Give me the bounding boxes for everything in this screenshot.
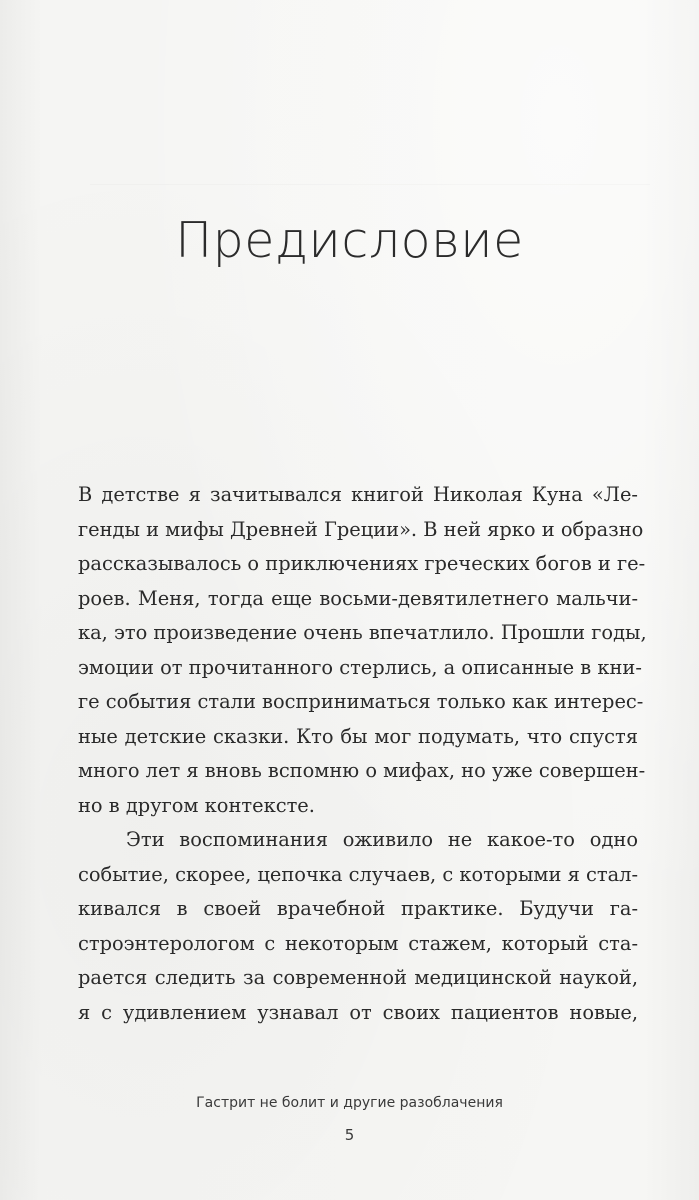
text-line: рается следить за современной медицинской наукой, bbox=[78, 966, 638, 989]
text-line: ге события стали восприниматься только как интерес- bbox=[78, 690, 644, 713]
chapter-heading: Предисловие bbox=[175, 212, 524, 269]
text-line: событие, скорее, цепочка случаев, с которыми я стал- bbox=[78, 862, 638, 886]
text-line: ка, это произведение очень впечатлило. Прошли годы, bbox=[78, 621, 647, 644]
text-line: роев. Меня, тогда еще восьми-девятилетнего мальчи- bbox=[78, 586, 638, 610]
text-line: но в другом контексте. bbox=[78, 793, 315, 817]
text-line: рассказывалось о приключениях греческих богов и ге- bbox=[78, 552, 646, 575]
text-line: много лет я вновь вспомню о мифах, но уже совершен- bbox=[78, 759, 646, 782]
page-number: 5 bbox=[344, 1126, 355, 1144]
text-line: строэнтерологом с некоторым стажем, который ста- bbox=[78, 931, 638, 955]
text-line: генды и мифы Древней Греции». В ней ярко и образно bbox=[78, 517, 644, 541]
text-line: я с удивлением узнавал от своих пациентов новые, bbox=[78, 1000, 638, 1024]
running-footer-title: Гастрит не болит и другие разоблачения bbox=[196, 1095, 503, 1111]
text-line: ные детские сказки. Кто бы мог подумать, что спустя bbox=[78, 724, 638, 748]
show-through-texture bbox=[90, 150, 650, 470]
paragraph-1 bbox=[78, 478, 647, 823]
text-line: эмоции от прочитанного стерлись, а описанные в кни- bbox=[78, 655, 642, 679]
main-text bbox=[78, 478, 647, 1030]
paragraph-2 bbox=[78, 823, 638, 1030]
text-line: кивался в своей врачебной практике. Будучи га- bbox=[78, 897, 638, 920]
text-line: Эти воспоминания оживило не какое-то одно bbox=[126, 828, 638, 851]
text-line: В детстве я зачитывался книгой Николая Куна «Ле- bbox=[78, 483, 638, 506]
